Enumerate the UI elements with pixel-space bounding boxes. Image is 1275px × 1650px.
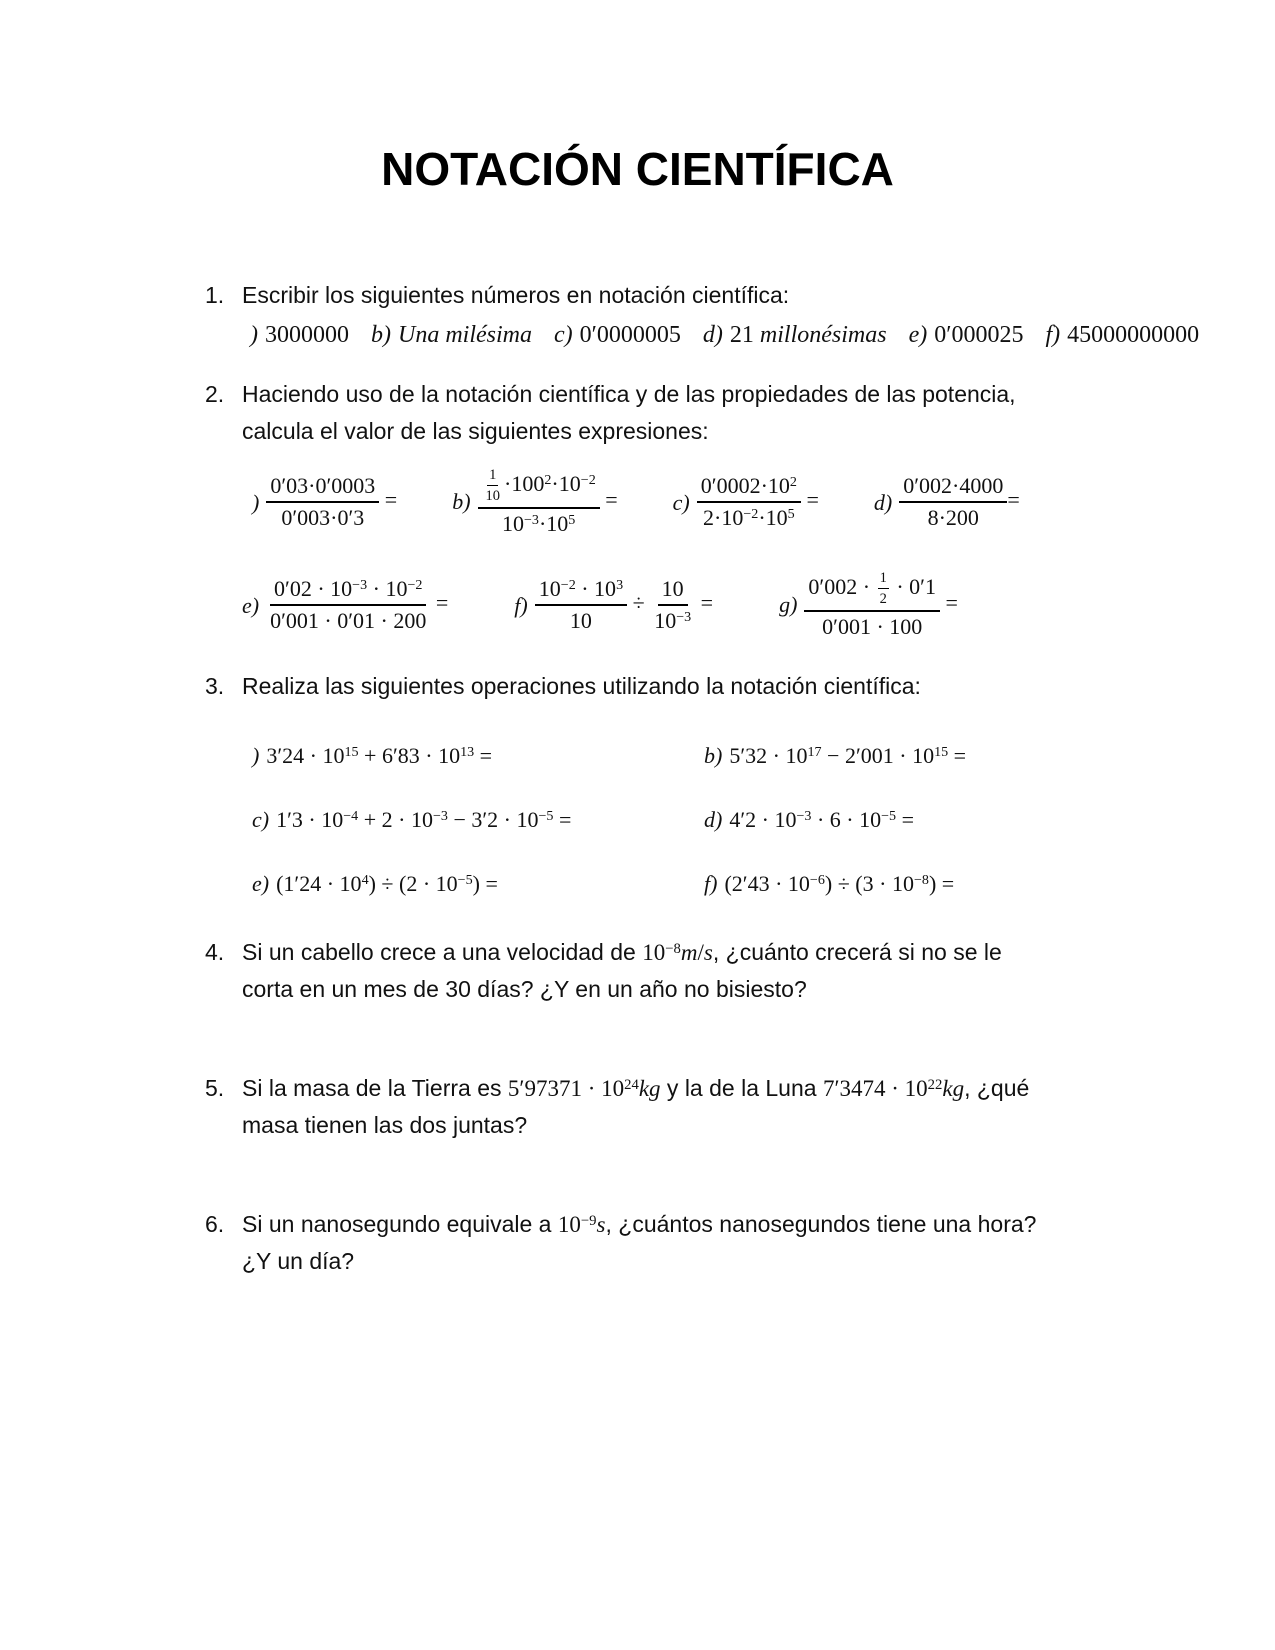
exponent: −3: [676, 608, 692, 625]
exercise-2-prompt: Haciendo uso de la notación científica y de las propiedades de las potencia, calcula el valor de las siguientes expresiones:: [242, 381, 1016, 444]
sentence-text: Si la masa de la Tierra es: [242, 1075, 508, 1101]
exponent: −5: [881, 807, 897, 824]
exponent: −5: [538, 807, 554, 824]
expression-label: c): [554, 322, 573, 348]
fraction-numerator: 1: [878, 570, 889, 589]
exercise-2-number: 2.: [205, 381, 225, 407]
exercise-4-prompt: [242, 934, 1050, 1008]
expression-label: e): [252, 871, 270, 896]
exercise-3-expressions-row-3: [252, 865, 1210, 902]
fraction-denominator: 8·200: [927, 505, 979, 530]
expression: [703, 316, 887, 354]
exercise-2-expressions-row-1: [252, 462, 1210, 542]
expression-label: d): [873, 489, 893, 515]
fraction: [804, 570, 940, 640]
expression: [452, 467, 617, 537]
expression: [242, 576, 448, 634]
sentence-text: Si un nanosegundo equivale a: [242, 1211, 558, 1237]
exercise-3-number: 3.: [205, 673, 225, 699]
inline-math: $10^{-9}s$: [557, 1212, 606, 1237]
exercise-6-prompt: [242, 1206, 1050, 1280]
exercise-6: [205, 1206, 1210, 1280]
exercise-2-expressions-row-2: [242, 564, 1210, 646]
exercise-3-body: [242, 668, 1210, 902]
expression-label: b): [704, 743, 723, 768]
exponent: −3: [352, 577, 368, 594]
fraction-numerator: 0′002 · $\frac{1}{2}$ · 0′1: [804, 570, 940, 612]
math-expression: [398, 322, 532, 348]
exponent: −8: [665, 940, 681, 957]
exercise-6-body: [242, 1206, 1210, 1280]
math-expression: $1'3 \cdot 10^{-4} + 2 \cdot 10^{-3} - 3'2 \cdot 10^{-5}$ =: [276, 807, 572, 832]
expression-label: ): [252, 743, 260, 768]
math-expression: 0′0000005: [579, 322, 681, 348]
exponent: 2: [789, 474, 797, 491]
math-expression: $\frac{0'02 \cdot 10^{-3} \cdot 10^{-2}}{0'001 \cdot 0'01 \cdot 200}$ =: [266, 576, 448, 634]
fraction-numerator: $10^{-2} \cdot 10^3$: [535, 576, 627, 606]
exponent: 5: [568, 512, 576, 529]
exponent: 15: [344, 743, 359, 760]
inline-math: $10^{-8}m/s$: [642, 940, 713, 965]
exponent: −3: [796, 807, 812, 824]
inline-math: $5'97371 \cdot 10^{24}kg$: [507, 1076, 661, 1101]
exercise-4-number: 4.: [205, 939, 225, 965]
exponent: 2: [544, 472, 552, 489]
exponent: 22: [927, 1076, 943, 1093]
fraction-numerator: $0'02 \cdot 10^{-3} \cdot 10^{-2}$: [270, 576, 426, 606]
exercise-5-body: [242, 1070, 1210, 1144]
math-expression: $3'24 \cdot 10^{15} + 6'83 \cdot 10^{13}$ =: [266, 743, 493, 768]
sentence-text: , ¿cuántos nanosegundos tiene una hora? ¿Y un día?: [242, 1211, 1037, 1274]
exponent: 3: [616, 577, 624, 594]
exercise-3-prompt: Realiza las siguientes operaciones utilizando la notación científica:: [242, 673, 921, 699]
math-expression: $4'2 \cdot 10^{-3} \cdot 6 \cdot 10^{-5}$ =: [729, 807, 915, 832]
expression: [673, 473, 819, 531]
exercise-1-number: 1.: [205, 282, 225, 308]
math-variable: Una milésima: [398, 322, 532, 348]
expression: [704, 801, 1210, 838]
fraction-denominator: 2: [879, 591, 887, 608]
expression-label: e): [908, 322, 928, 348]
expression: [250, 316, 349, 354]
expression: [252, 473, 397, 531]
exercise-1-prompt: Escribir los siguientes números en notación científica:: [242, 282, 790, 308]
expression-label: b): [371, 322, 391, 348]
expression: [779, 570, 958, 640]
exponent: 24: [624, 1076, 639, 1093]
fraction-denominator: 10: [485, 488, 501, 505]
fraction: [266, 473, 379, 531]
exponent: −2: [407, 577, 423, 594]
sentence-text: y la de la Luna: [660, 1075, 823, 1101]
fraction: [650, 576, 695, 634]
expression: [909, 316, 1024, 354]
exponent: −6: [809, 871, 825, 888]
sentence-text: , ¿cuánto crecerá si no se le corta en un mes de 30 días? ¿Y en un año no bisiesto?: [242, 939, 1002, 1002]
exercise-1-options: [250, 316, 1210, 354]
exponent: −3: [523, 512, 539, 529]
expression-label: f): [514, 592, 528, 618]
sentence-text: , ¿qué masa tienen las dos juntas?: [242, 1075, 1030, 1138]
exponent: −9: [580, 1212, 597, 1229]
expression-label: ): [250, 322, 258, 348]
exponent: −2: [580, 472, 596, 489]
exponent: 4: [361, 871, 369, 888]
exponent: −2: [560, 577, 576, 594]
exercise-1: [205, 277, 1210, 354]
expression: [1045, 316, 1199, 354]
exercise-2-body: [242, 376, 1210, 646]
math-expression: 21 millonésimas: [729, 322, 887, 348]
expression-label: d): [702, 322, 723, 348]
fraction-denominator: $2\cdot 10^{-2}\cdot 10^5$: [703, 505, 795, 530]
expression: [554, 316, 681, 354]
fraction-numerator: 1: [487, 467, 498, 486]
exponent: 5: [787, 505, 795, 522]
exponent: 15: [934, 743, 949, 760]
expression-label: f): [1045, 322, 1061, 348]
expression: [252, 801, 704, 838]
fraction-numerator: 0′002·4000: [899, 473, 1007, 503]
exercise-4: [205, 934, 1210, 1008]
expression-label: c): [672, 489, 690, 515]
exponent: −5: [457, 871, 473, 888]
fraction-denominator: 0′001 · 0′01 · 200: [270, 608, 427, 633]
expression-label: d): [704, 807, 723, 832]
math-variable: s: [596, 1212, 606, 1237]
exercise-5: [205, 1070, 1210, 1144]
math-variable: m: [680, 940, 698, 965]
fraction-denominator: $10^{-3}\cdot 10^5$: [501, 511, 576, 537]
expression-label: c): [252, 807, 270, 832]
exercise-3-expressions-row-1: [252, 737, 1210, 774]
fraction-denominator: 0′003·0′3: [281, 505, 365, 530]
math-expression: 0′000025: [934, 322, 1024, 348]
math-expression: $\frac{10^{-2} \cdot 10^3}{10}$ ÷ $\frac{10}{10^{-3}}$ =: [535, 576, 713, 634]
exponent: 17: [807, 743, 822, 760]
math-expression: 45000000000: [1067, 322, 1200, 348]
exponent: −4: [343, 807, 359, 824]
page-title: NOTACIÓN CIENTÍFICA: [381, 143, 894, 195]
fraction-denominator: $10^{-3}$: [654, 608, 692, 633]
math-expression: $(2'43 \cdot 10^{-6}) \div (3 \cdot 10^{-8})$ =: [724, 871, 955, 896]
fraction: [266, 576, 430, 634]
exercise-5-prompt: [242, 1070, 1050, 1144]
expression: [371, 316, 532, 354]
expression: [252, 865, 704, 902]
expression-label: g): [779, 592, 798, 618]
exponent: 13: [460, 743, 475, 760]
math-expression: $(1'24 \cdot 10^4) \div (2 \cdot 10^{-5})$ =: [276, 871, 498, 896]
expression-label: f): [704, 871, 718, 896]
fraction-numerator: $0'0002\cdot 10^2$: [697, 473, 801, 503]
math-variable: kg: [638, 1076, 661, 1101]
exercise-4-body: [242, 934, 1210, 1008]
math-expression: $5'32 \cdot 10^{17} - 2'001 \cdot 10^{15}$ =: [729, 743, 967, 768]
math-expression: 3000000: [265, 322, 349, 348]
exponent: −2: [743, 505, 759, 522]
expression: [874, 473, 1020, 531]
exercise-5-number: 5.: [205, 1075, 225, 1101]
expression-label: e): [242, 592, 260, 618]
exercise-2: [205, 376, 1210, 646]
fraction-numerator: 10: [658, 576, 688, 606]
exercise-3-expressions-row-2: [252, 801, 1210, 838]
expression: [252, 737, 704, 774]
math-expression: $\frac{0'002\cdot 4000}{8\cdot 200}$ =: [899, 473, 1020, 531]
math-variable: kg: [942, 1076, 965, 1101]
exercise-3: [205, 668, 1210, 902]
fraction: [876, 570, 891, 608]
fraction: [899, 473, 1007, 531]
fraction: [535, 576, 627, 634]
math-expression: 0′002 · $\frac{1}{2}$ · 0′1 0′001 · 100 =: [804, 570, 957, 640]
math-variable: s: [703, 940, 713, 965]
math-expression: $\frac{1}{10}$ $\cdot 100^2\cdot 10^{-2}$ $10^{-3}\cdot 10^5$ =: [478, 467, 618, 537]
math-expression: $\frac{0'03\cdot 0'0003}{0'003\cdot 0'3}$ =: [266, 473, 397, 531]
fraction-denominator: 0′001 · 100: [822, 614, 923, 640]
inline-math: $7'3474 \cdot 10^{22}kg$: [822, 1076, 965, 1101]
fraction-denominator: 10: [569, 608, 592, 633]
fraction: [697, 473, 801, 531]
fraction-numerator: 0′03·0′0003: [266, 473, 379, 503]
exercise-6-number: 6.: [205, 1211, 225, 1237]
exponent: −3: [432, 807, 448, 824]
sentence-text: Si un cabello crece a una velocidad de: [242, 939, 643, 965]
fraction: [482, 467, 505, 505]
exercise-1-body: [242, 277, 1210, 354]
exponent: −8: [913, 871, 929, 888]
expression-label: ): [252, 489, 260, 515]
expression: [704, 737, 1210, 774]
fraction-numerator: $\frac{1}{10}$ $\cdot 100^2\cdot 10^{-2}$: [478, 467, 600, 509]
expression-label: b): [452, 489, 471, 515]
expression: [704, 865, 1210, 902]
expression: [514, 576, 713, 634]
math-expression: $\frac{0'0002\cdot 10^2}{2\cdot 10^{-2}\cdot 10^5}$ =: [697, 473, 819, 531]
math-variable: millonésimas: [759, 322, 887, 348]
fraction: [478, 467, 600, 537]
